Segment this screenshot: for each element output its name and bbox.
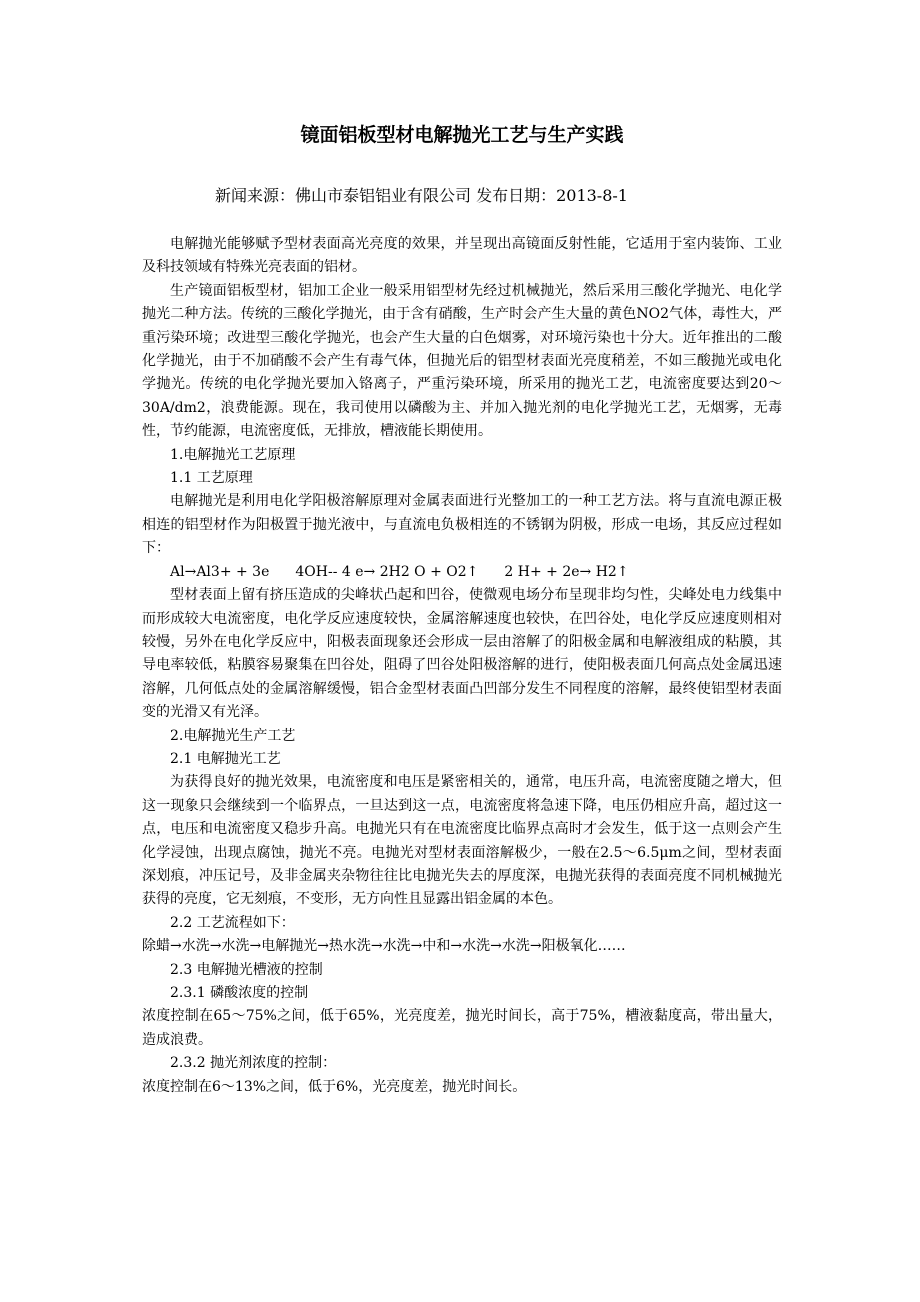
heading-section-2-3-1: 2.3.1 磷酸浓度的控制 xyxy=(170,985,309,1001)
paragraph-principle: 电解抛光是利用电化学阳极溶解原理对金属表面进行光整加工的一种工艺方法。将与直流电源正极相连的铝型材作为阳极置于抛光液中，与直流电负极相连的不锈钢为阴极，形成一电场，其反应过程如下： xyxy=(142,493,782,557)
heading-section-2-1: 2.1 电解抛光工艺 xyxy=(170,750,281,767)
heading-section-2: 2.电解抛光生产工艺 xyxy=(170,727,296,744)
equation-3: 2 H+ + 2e→ H2↑ xyxy=(504,563,629,580)
paragraph-process: 为获得良好的抛光效果，电流密度和电压是紧密相关的，通常，电压升高，电流密度随之增大，但这一现象只会继续到一个临界点，一旦达到这一点，电流密度将急速下降，电压仍相应升高，超过这一点，电压和电流密度又稳步升高。电抛光只有在电流密度比临界点高时才会发生，低于这一点则会产生化学浸蚀，出现点腐蚀，抛光不亮。电抛光对型材表面溶解极少，一般在2.5～6.5μm之间，型材表面深划痕，冲压记号，及非金属夹杂物往往比电抛光失去的厚度深，电抛光获得的表面亮度不同机械抛光获得的亮度，它无刻痕，不变形，无方向性且显露出铝金属的本色。 xyxy=(142,774,782,908)
paragraph-mechanism: 型材表面上留有挤压造成的尖峰状凸起和凹谷，使微观电场分布呈现非均匀性，尖峰处电力线集中而形成较大电流密度，电化学反应速度较快，金属溶解速度也较快，在凹谷处，电化学反应速度则相对较慢，另外在电化学反应中，阳极表面现象还会形成一层由溶解了的阳极金属和电解液组成的粘膜，其导电率较低，粘膜容易聚集在凹谷处，阻碍了凹谷处阳极溶解的进行，使阳极表面几何高点处金属迅速溶解，几何低点处的金属溶解缓慢，铝合金型材表面凸凹部分发生不同程度的溶解，最终使铝型材表面变的光滑又有光泽。 xyxy=(142,587,782,721)
heading-section-2-3: 2.3 电解抛光槽液的控制 xyxy=(170,961,323,978)
document-title: 镜面铝板型材电解抛光工艺与生产实践 xyxy=(300,124,624,146)
paragraph-intro: 电解抛光能够赋予型材表面高光亮度的效果，并呈现出高镜面反射性能，它适用于室内装饰、工业及科技领域有特殊光亮表面的铝材。 xyxy=(142,236,782,276)
equation-2: 4OH-- 4 e→ 2H2 O + O2↑ xyxy=(295,563,479,580)
heading-section-1-1: 1.1 工艺原理 xyxy=(170,470,253,487)
heading-section-2-3-2: 2.3.2 抛光剂浓度的控制： xyxy=(170,1055,337,1072)
heading-section-2-2: 2.2 工艺流程如下： xyxy=(170,914,295,931)
document-body xyxy=(142,233,782,1099)
source-line: 新闻来源：佛山市泰铝铝业有限公司 发布日期：2013-8-1 xyxy=(215,186,628,205)
heading-section-1: 1.电解抛光工艺原理 xyxy=(170,446,296,463)
paragraph-polishing-agent: 浓度控制在6～13%之间，低于6%，光亮度差，抛光时间长。 xyxy=(142,1078,527,1095)
paragraph-methods: 生产镜面铝板型材，铝加工企业一般采用铝型材先经过机械抛光，然后采用三酸化学抛光、电化学抛光二种方法。传统的三酸化学抛光，由于含有硝酸，生产时会产生大量的黄色NO2气体，毒性大，严重污染环境；改进型三酸化学抛光，也会产生大量的白色烟雾，对环境污染也十分大。近年推出的二酸化学抛光，由于不加硝酸不会产生有毒气体，但抛光后的铝型材表面光亮度稍差，不如三酸抛光或电化学抛光。传统的电化学抛光要加入铬离子，严重污染环境，所采用的抛光工艺，电流密度要达到20～30A/dm2，浪费能源。现在，我司使用以磷酸为主、并加入抛光剂的电化学抛光工艺，无烟雾，无毒性，节约能源，电流密度低，无排放，槽液能长期使用。 xyxy=(142,282,782,440)
process-flow: 除蜡→水洗→水洗→电解抛光→热水洗→水洗→中和→水洗→水洗→阳极氧化…… xyxy=(142,938,626,955)
paragraph-phosphoric-acid: 浓度控制在65～75%之间，低于65%，光亮度差，抛光时间长，高于75%，槽液黏度高，带出量大，造成浪费。 xyxy=(142,1008,782,1048)
equation-1: Al→Al3+ + 3e xyxy=(170,563,270,580)
reaction-equations xyxy=(142,561,782,584)
